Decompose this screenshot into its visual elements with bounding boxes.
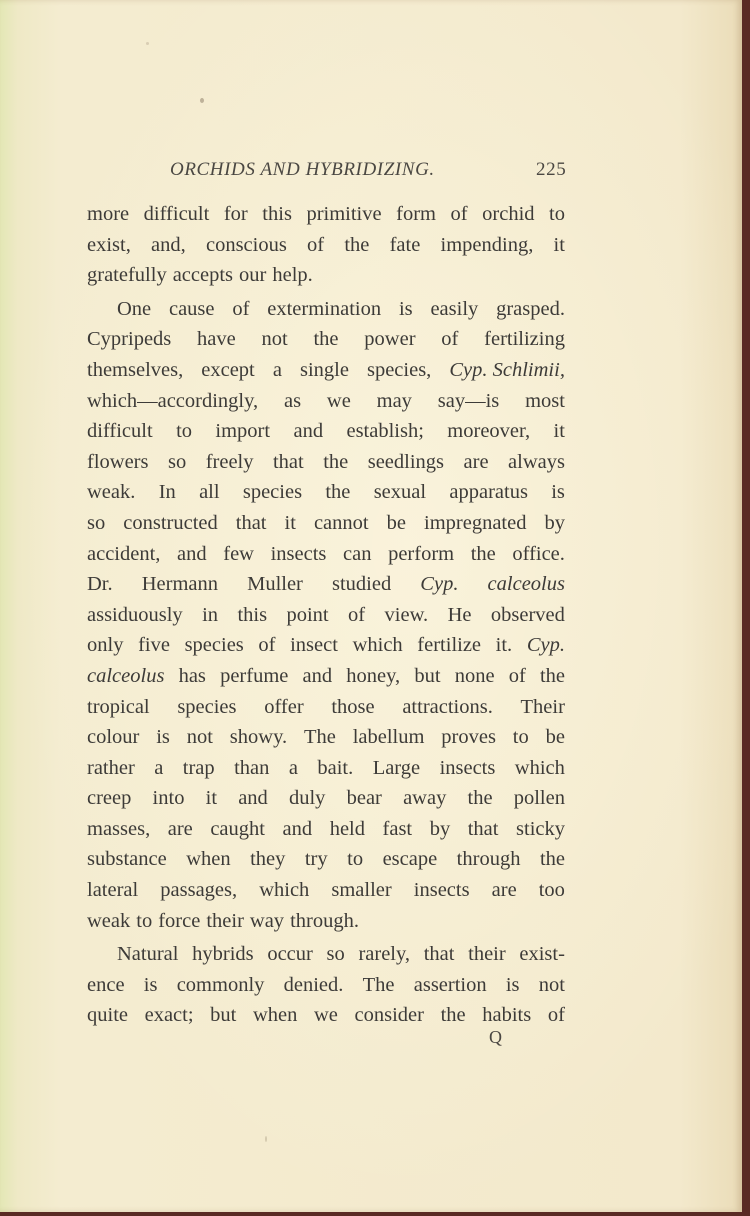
paper-speck [146,42,149,45]
word: the [440,1004,466,1027]
word: held [329,817,365,840]
word: single [299,358,349,381]
word: grasped. [496,297,565,320]
word: studied [331,573,392,596]
word: fast [382,817,413,840]
word: The [303,726,336,749]
paper-speck [200,98,204,103]
word: Cyp. [526,634,565,657]
word: showy. [229,726,288,749]
word: for [223,203,248,225]
word: it [553,420,565,443]
word: has [178,664,206,687]
word: easily [430,297,479,320]
word: pollen [513,787,565,810]
word: rarely, [358,943,411,966]
word: fertilize [417,634,482,657]
word: colour [87,726,140,749]
word: Muller [247,573,303,596]
word: substance [87,848,167,871]
word: species [177,695,237,718]
word: and [302,664,333,687]
word: are [167,817,193,840]
word: except [201,358,255,381]
word: power [364,328,416,351]
text-line [87,355,565,386]
text-line [87,477,565,508]
text-line [87,783,565,814]
word: lateral [87,879,139,902]
word: tropical [87,695,150,718]
word: way [249,909,285,932]
word: establish; [346,420,424,443]
word: their [206,909,244,932]
word: The [362,973,395,996]
text-line [87,600,565,631]
text-line [87,260,565,291]
text-line [87,199,565,230]
word: exist, [87,233,131,256]
word: the [325,481,351,504]
word: and [293,420,324,443]
word: not [538,973,565,996]
word: which [352,634,403,657]
word: which [259,879,310,902]
word: which [514,756,565,779]
word: attractions. [402,695,493,718]
word: insects [413,879,470,902]
word: insects [270,542,327,565]
word: have [197,328,236,351]
word: be [545,726,565,749]
text-line [87,692,565,723]
word: is [143,973,158,996]
word: few [223,542,254,565]
word: of [307,233,325,256]
word: this [262,203,292,225]
word: occur [267,943,313,966]
word: help. [272,264,313,287]
text-line [87,814,565,845]
word: this [237,603,268,626]
word: apparatus [449,481,528,504]
text-line [87,569,565,600]
word: five [138,634,170,657]
word: calceolus [87,664,165,687]
word: sexual [373,481,427,504]
word: constructed [123,511,218,534]
word: only [87,634,124,657]
word: denied. [283,973,344,996]
word: flowers [87,450,149,473]
word: seedlings [367,450,445,473]
word: habits [482,1004,532,1027]
word: themselves, [87,358,184,381]
text-line [87,416,565,447]
word: orchid [482,203,535,225]
word: gratefully [87,264,167,287]
word: by [429,817,451,840]
word: to [549,203,565,225]
word: caught [210,817,265,840]
word: those [331,695,375,718]
word: the [539,848,565,871]
word: weak. [87,481,136,504]
word: of [508,664,526,687]
word: than [234,756,270,779]
word: it [553,233,565,256]
word: exist- [519,943,565,966]
running-title: ORCHIDS AND HYBRIDIZING. [170,159,435,180]
word: species, [366,358,432,381]
word: bait. [317,756,354,779]
word: the [539,664,565,687]
word: consider [354,1004,424,1027]
word: bear [346,787,382,810]
word: all [199,481,220,504]
word: escape [382,848,438,871]
word: it [205,787,218,810]
word: most [525,389,565,412]
word: be [386,511,406,534]
text-line [87,970,565,1001]
word: species [184,634,244,657]
word: a [154,756,164,779]
word: and [177,542,207,565]
word: Hermann [141,573,218,596]
text-line [87,294,565,325]
word: their [468,943,506,966]
word: away [403,787,447,810]
word: accident, [87,542,161,565]
word: too [538,879,565,902]
word: always [508,450,565,473]
text-line [87,906,565,937]
word: none [454,664,495,687]
word: rather [87,756,135,779]
word: duly [288,787,326,810]
word: ence [87,973,125,996]
word: trap [182,756,215,779]
paper-speck [265,1136,267,1142]
word: not [261,328,288,351]
word: of [258,634,276,657]
word: as [284,389,302,412]
word: assertion [413,973,487,996]
word: and, [151,233,186,256]
word: the [313,328,339,351]
word: cannot [313,511,369,534]
word: we [314,1004,338,1027]
word: that [423,943,455,966]
word: difficult [143,203,210,225]
word: when [252,1004,298,1027]
word: species [242,481,303,504]
word: is [156,726,170,749]
word: point [286,603,329,626]
word: may [376,389,412,412]
word: of [450,203,468,225]
word: insect [290,634,338,657]
word: impregnated [424,511,527,534]
word: Large [372,756,421,779]
word: extermination [267,297,382,320]
word: say—is [437,389,500,412]
word: labellum [352,726,425,749]
word: but [414,664,441,687]
word: and [282,817,313,840]
word: Their [520,695,565,718]
word: passages, [160,879,238,902]
text-line [87,939,565,970]
word: into [152,787,185,810]
word: freely [205,450,254,473]
page-header [0,157,742,187]
word: weak [87,909,131,932]
word: calceolus [487,573,565,596]
word: quite [87,1004,128,1027]
word: and [238,787,268,810]
word: more [87,203,130,225]
word: a [288,756,298,779]
word: our [239,264,267,287]
word: it. [495,634,513,657]
word: assiduously [87,603,183,626]
word: to [512,726,529,749]
word: sticky [516,817,565,840]
word: perfume [220,664,289,687]
word: is [505,973,520,996]
word: primitive [306,203,382,225]
word: are [463,450,489,473]
word: Cypripeds [87,328,172,351]
word: honey, [346,664,401,687]
word: to [176,420,193,443]
word: when [186,848,231,871]
word: to [136,909,153,932]
text-line [87,661,565,692]
text-line [87,844,565,875]
word: force [158,909,201,932]
word: by [544,511,565,534]
word: proves [441,726,496,749]
text-line [87,753,565,784]
word: not [186,726,213,749]
word: the [470,542,496,565]
word: is [398,297,413,320]
word: of [348,603,366,626]
word: which—accordingly, [87,389,259,412]
word: through [456,848,521,871]
word: One [117,297,152,320]
word: observed [490,603,565,626]
word: cause [168,297,215,320]
word: difficult [87,420,153,443]
word: that [272,450,304,473]
word: He [447,603,472,626]
word: masses, [87,817,151,840]
word: hybrids [192,943,254,966]
word: through. [290,909,359,932]
word: of [232,297,250,320]
word: can [343,542,372,565]
word: commonly [176,973,265,996]
word: Natural [117,943,179,966]
text-line [87,447,565,478]
word: fertilizing [484,328,565,351]
word: so [326,943,345,966]
word: Cyp. [420,573,459,596]
word: are [491,879,517,902]
signature-mark: Q [489,1027,502,1047]
word: we [326,389,351,412]
text-line [87,386,565,417]
word: view. [384,603,429,626]
word: but [210,1004,237,1027]
word: form [396,203,436,225]
word: office. [512,542,565,565]
word: impending, [440,233,534,256]
word: to [347,848,364,871]
word: the [344,233,370,256]
page-number: 225 [536,159,567,180]
word: offer [264,695,304,718]
word: that [467,817,499,840]
text-line [87,539,565,570]
word: fate [389,233,421,256]
word: import [215,420,271,443]
word: the [467,787,493,810]
text-line [87,324,565,355]
body-text [87,199,565,1031]
word: creep [87,787,132,810]
word: exact; [144,1004,194,1027]
word: is [551,481,565,504]
text-line [87,722,565,753]
word: accepts [172,264,234,287]
text-line [87,630,565,661]
word: Dr. [87,573,113,596]
word: moreover, [447,420,531,443]
word: of [547,1004,565,1027]
word: conscious [205,233,287,256]
text-line [87,508,565,539]
word: they [250,848,286,871]
word: of [441,328,459,351]
word: smaller [331,879,392,902]
word: In [158,481,176,504]
word: so [167,450,187,473]
word: Cyp. Schlimii, [449,358,565,381]
word: it [284,511,296,534]
word: insects [439,756,496,779]
text-line [87,875,565,906]
word: try [304,848,328,871]
word: a [272,358,282,381]
word: perform [388,542,455,565]
word: that [235,511,267,534]
word: the [323,450,349,473]
word: so [87,511,106,534]
text-line [87,230,565,261]
word: in [202,603,219,626]
